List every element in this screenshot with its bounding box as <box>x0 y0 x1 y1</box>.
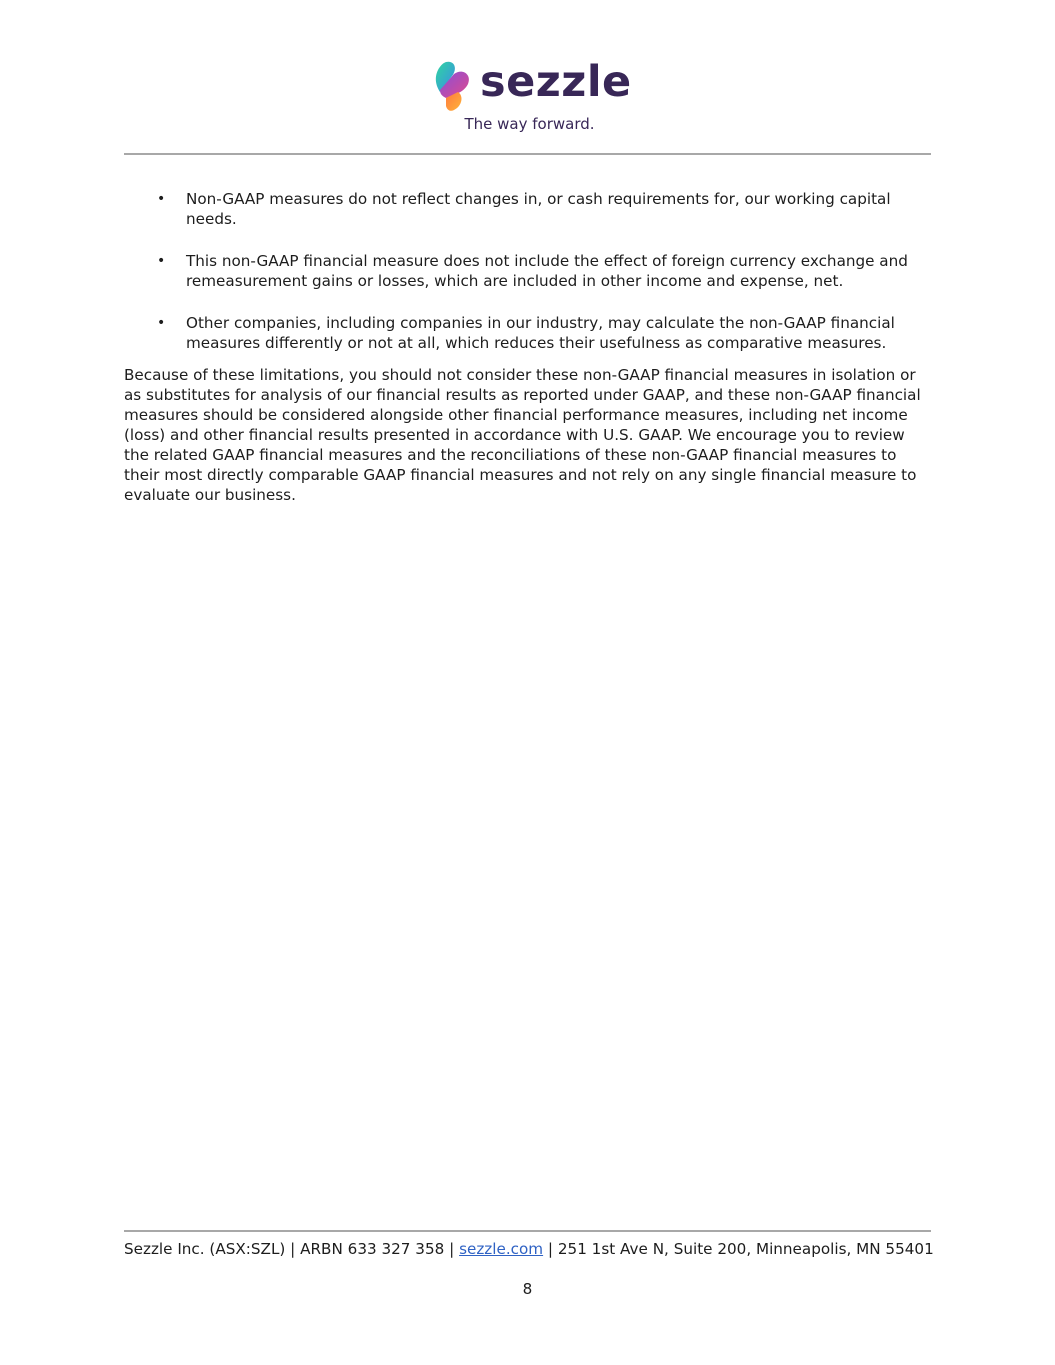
bullet-icon: • <box>157 315 166 331</box>
footer-company-info: Sezzle Inc. (ASX:SZL) | ARBN 633 327 358 | <box>124 1240 460 1258</box>
list-item <box>124 313 932 353</box>
website-link[interactable]: sezzle.com <box>459 1240 544 1258</box>
sezzle-wordmark: sezzle <box>480 57 632 107</box>
footer-address: | 251 1st Ave N, Suite 200, Minneapolis, MN 55401 <box>543 1240 934 1258</box>
document-body <box>124 189 932 505</box>
header-divider <box>124 153 931 155</box>
list-item <box>124 189 932 229</box>
footer-divider <box>124 1230 931 1232</box>
bullet-icon: • <box>157 191 166 207</box>
page-header <box>0 0 1055 160</box>
page-footer <box>124 1239 954 1259</box>
page-number: 8 <box>522 1280 533 1298</box>
list-item <box>124 251 932 291</box>
limitations-list <box>124 189 932 353</box>
limitations-paragraph: Because of these limitations, you should not consider these non-GAAP financial measures in isolation or as substitutes for analysis of our financial results as reported under GAAP, and these non-GAAP financial measures should be considered alongside other financial performance measures, including net income (loss) and other financial results presented in accordance with U.S. GAAP. We encourage you to review the related GAAP financial measures and the reconciliations of these non-GAAP financial measures to their most directly comparable GAAP financial measures and not rely on any single financial measure to evaluate our business. <box>124 366 921 504</box>
list-item-text: Non-GAAP measures do not reflect changes in, or cash requirements for, our working capital needs. <box>186 190 891 228</box>
sezzle-logo <box>430 57 632 116</box>
tagline: The way forward. <box>464 115 595 133</box>
list-item-text: Other companies, including companies in our industry, may calculate the non-GAAP financial measures differently or not at all, which reduces their usefulness as comparative measures. <box>186 314 895 352</box>
bullet-icon: • <box>157 253 166 269</box>
sezzle-logo-icon <box>430 60 474 112</box>
list-item-text: This non-GAAP financial measure does not include the effect of foreign currency exchange and remeasurement gains or losses, which are included in other income and expense, net. <box>186 252 908 290</box>
